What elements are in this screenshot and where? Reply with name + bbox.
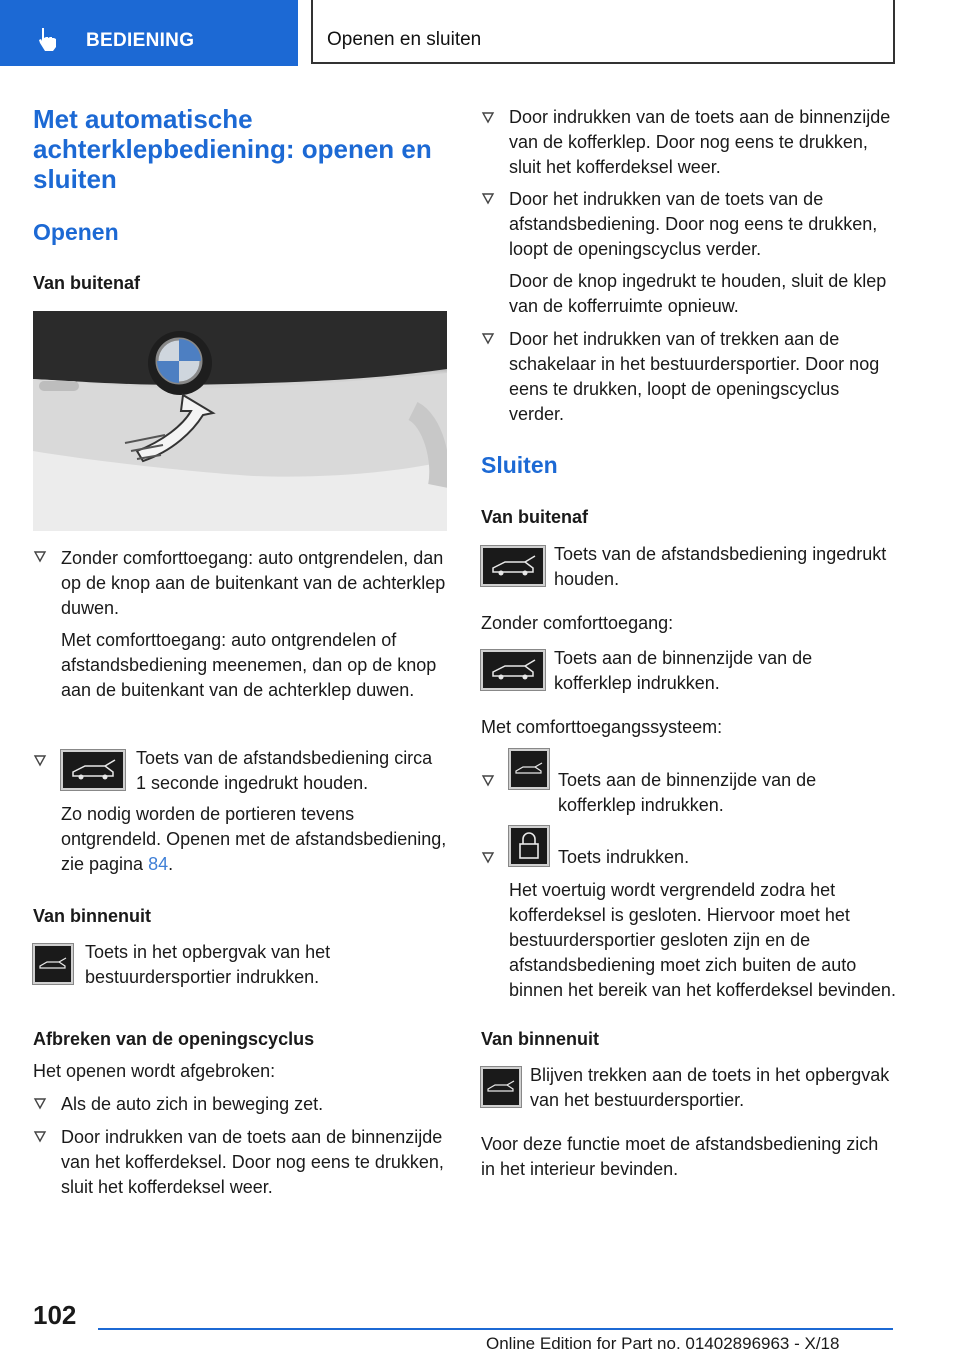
footer-rule: [98, 1328, 893, 1330]
bullet-triangle-icon: [33, 1097, 47, 1111]
page-link-84[interactable]: 84: [148, 854, 169, 874]
bullet-text: Door de knop ingedrukt te houden, sluit de klep van de kofferruimte opnieuw.: [509, 271, 887, 316]
bullet-triangle-icon: [481, 111, 495, 125]
bullet-text: Door het indrukken van of trekken aan de schakelaar in het bestuurdersportier. Door nog eens te drukken, loopt de openingscyclus verder.: [509, 329, 880, 424]
bullet-text: Het voertuig wordt vergrendeld zodra het kofferdeksel is gesloten. Hiervoor moet het bestuurdersportier gesloten zijn en de afstandsbediening moet zich buiten de auto binnen het bereik van het kofferdeksel bevinden.: [509, 880, 896, 1000]
hand-pointer-icon: [36, 26, 62, 52]
body-text: Het openen wordt afgebroken:: [33, 1061, 276, 1081]
text-run: .: [168, 854, 174, 874]
page-number: 102: [33, 1300, 77, 1330]
heading-sluiten: Sluiten: [481, 452, 558, 478]
body-text: Toets aan de binnenzijde van de kofferklep indrukken.: [554, 648, 813, 693]
subheading-afbreken: Afbreken van de openingscyclus: [33, 1029, 315, 1049]
section-title: Met automatische achterklepbediening: openen en sluiten: [33, 104, 432, 194]
subheading-van-buitenaf: Van buitenaf: [481, 507, 589, 527]
bullet-text: Door indrukken van de toets aan de binnenzijde van de kofferklep. Door nog eens te drukken, sluit het kofferdeksel weer.: [509, 107, 891, 177]
tailgate-button-photo: [33, 311, 447, 531]
tailgate-illustration: [33, 311, 447, 531]
bullet-triangle-icon: [33, 1130, 47, 1144]
bullet-text: Als de auto zich in beweging zet.: [61, 1094, 324, 1114]
inside-trunk-button-icon: [481, 1067, 521, 1107]
bullet-triangle-icon: [33, 550, 47, 564]
subheading-van-binnenuit: Van binnenuit: [481, 1029, 600, 1049]
tailgate-inside-button-icon: [481, 650, 545, 690]
bullet-triangle-icon: [481, 332, 495, 346]
body-text: Toets in het opbergvak van het bestuurdersportier indrukken.: [85, 942, 331, 987]
body-text: Toets van de afstandsbediening ingedrukt houden.: [554, 544, 887, 589]
bullet-text: Zonder comforttoegang: auto ontgrendelen, dan op de knop aan de buitenkant van de achterklep duwen.: [61, 548, 446, 618]
heading-openen: Openen: [33, 219, 119, 245]
body-text: Blijven trekken aan de toets in het opbergvak van het bestuurdersportier.: [530, 1065, 890, 1110]
edition-text: Online Edition for Part no. 01402896963 - X/18: [486, 1334, 840, 1353]
bullet-text: Toets van de afstandsbediening circa 1 seconde ingedrukt houden.: [136, 748, 433, 793]
body-text: Zonder comforttoegang:: [481, 613, 674, 633]
bullet-text: Door het indrukken van de toets van de afstandsbediening. Door nog eens te drukken, loopt de openingscyclus verder.: [509, 189, 878, 259]
chapter-header: [311, 0, 895, 64]
bullet-triangle-icon: [481, 774, 495, 788]
chapter-title: Openen en sluiten: [327, 29, 482, 50]
lock-button-icon: [509, 826, 549, 866]
bullet-text: Toets indrukken.: [558, 847, 690, 867]
inside-trunk-button-icon: [33, 944, 73, 984]
body-text: Voor deze functie moet de afstandsbediening zich in het interieur bevinden.: [481, 1134, 879, 1179]
bullet-text: Toets aan de binnenzijde van de kofferklep indrukken.: [558, 770, 817, 815]
bullet-text: Met comforttoegang: auto ontgrendelen of afstandsbediening meenemen, dan op de knop aan de buitenkant van de achterklep duwen.: [61, 630, 437, 700]
bullet-triangle-icon: [33, 754, 47, 768]
bullet-triangle-icon: [481, 851, 495, 865]
section-label: BEDIENING: [86, 30, 195, 51]
bullet-text: [61, 802, 449, 877]
remote-trunk-button-icon: [481, 546, 545, 586]
section-tab[interactable]: [0, 0, 298, 66]
remote-trunk-button-icon: [61, 750, 125, 790]
tailgate-close-button-icon: [509, 749, 549, 789]
bullet-triangle-icon: [481, 192, 495, 206]
text-run: Zo nodig worden de portieren tevens ontgrendeld. Openen met de afstandsbediening, zie pagina: [61, 804, 447, 874]
subheading-van-buitenaf: Van buitenaf: [33, 273, 141, 293]
bullet-text: Door indrukken van de toets aan de binnenzijde van het kofferdeksel. Door nog eens te drukken, sluit het kofferdeksel weer.: [61, 1127, 444, 1197]
subheading-van-binnenuit: Van binnenuit: [33, 906, 152, 926]
body-text: Met comforttoegangssysteem:: [481, 717, 723, 737]
